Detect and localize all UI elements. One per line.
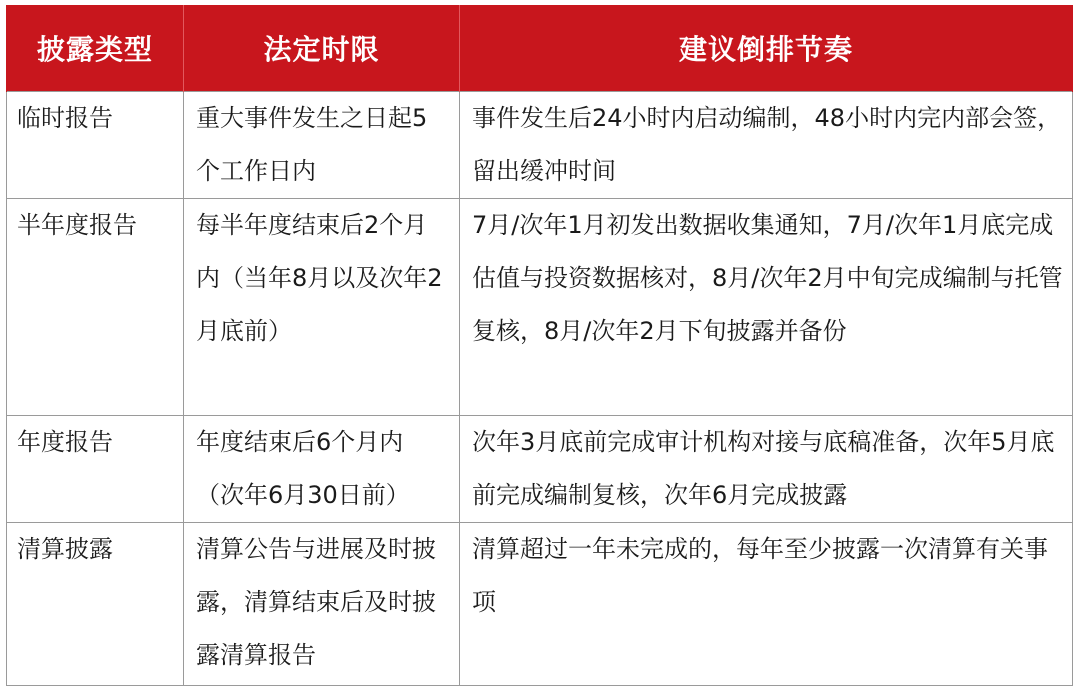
cell-legal-deadline: 清算公告与进展及时披露，清算结束后及时披露清算报告 <box>184 523 460 686</box>
table-row <box>7 92 1073 199</box>
header-disclosure-type: 披露类型 <box>7 5 184 92</box>
cell-legal-deadline: 年度结束后6个月内（次年6月30日前） <box>184 416 460 523</box>
header-suggested-schedule: 建议倒排节奏 <box>460 5 1073 92</box>
cell-disclosure-type: 临时报告 <box>7 92 184 199</box>
cell-suggested-schedule: 事件发生后24小时内启动编制，48小时内完内部会签，留出缓冲时间 <box>460 92 1073 199</box>
header-legal-deadline: 法定时限 <box>184 5 460 92</box>
cell-disclosure-type: 年度报告 <box>7 416 184 523</box>
cell-suggested-schedule: 7月/次年1月初发出数据收集通知，7月/次年1月底完成估值与投资数据核对，8月/次年2月中旬完成编制与托管复核，8月/次年2月下旬披露并备份 <box>460 199 1073 416</box>
disclosure-timeline-table <box>6 5 1073 686</box>
cell-disclosure-type: 半年度报告 <box>7 199 184 416</box>
cell-disclosure-type: 清算披露 <box>7 523 184 686</box>
cell-suggested-schedule: 次年3月底前完成审计机构对接与底稿准备，次年5月底前完成编制复核，次年6月完成披露 <box>460 416 1073 523</box>
cell-suggested-schedule: 清算超过一年未完成的，每年至少披露一次清算有关事项 <box>460 523 1073 686</box>
table-header-row <box>7 5 1073 92</box>
table-row <box>7 523 1073 686</box>
table-row <box>7 416 1073 523</box>
table-row <box>7 199 1073 416</box>
cell-legal-deadline: 每半年度结束后2个月内（当年8月以及次年2月底前） <box>184 199 460 416</box>
cell-legal-deadline: 重大事件发生之日起5个工作日内 <box>184 92 460 199</box>
